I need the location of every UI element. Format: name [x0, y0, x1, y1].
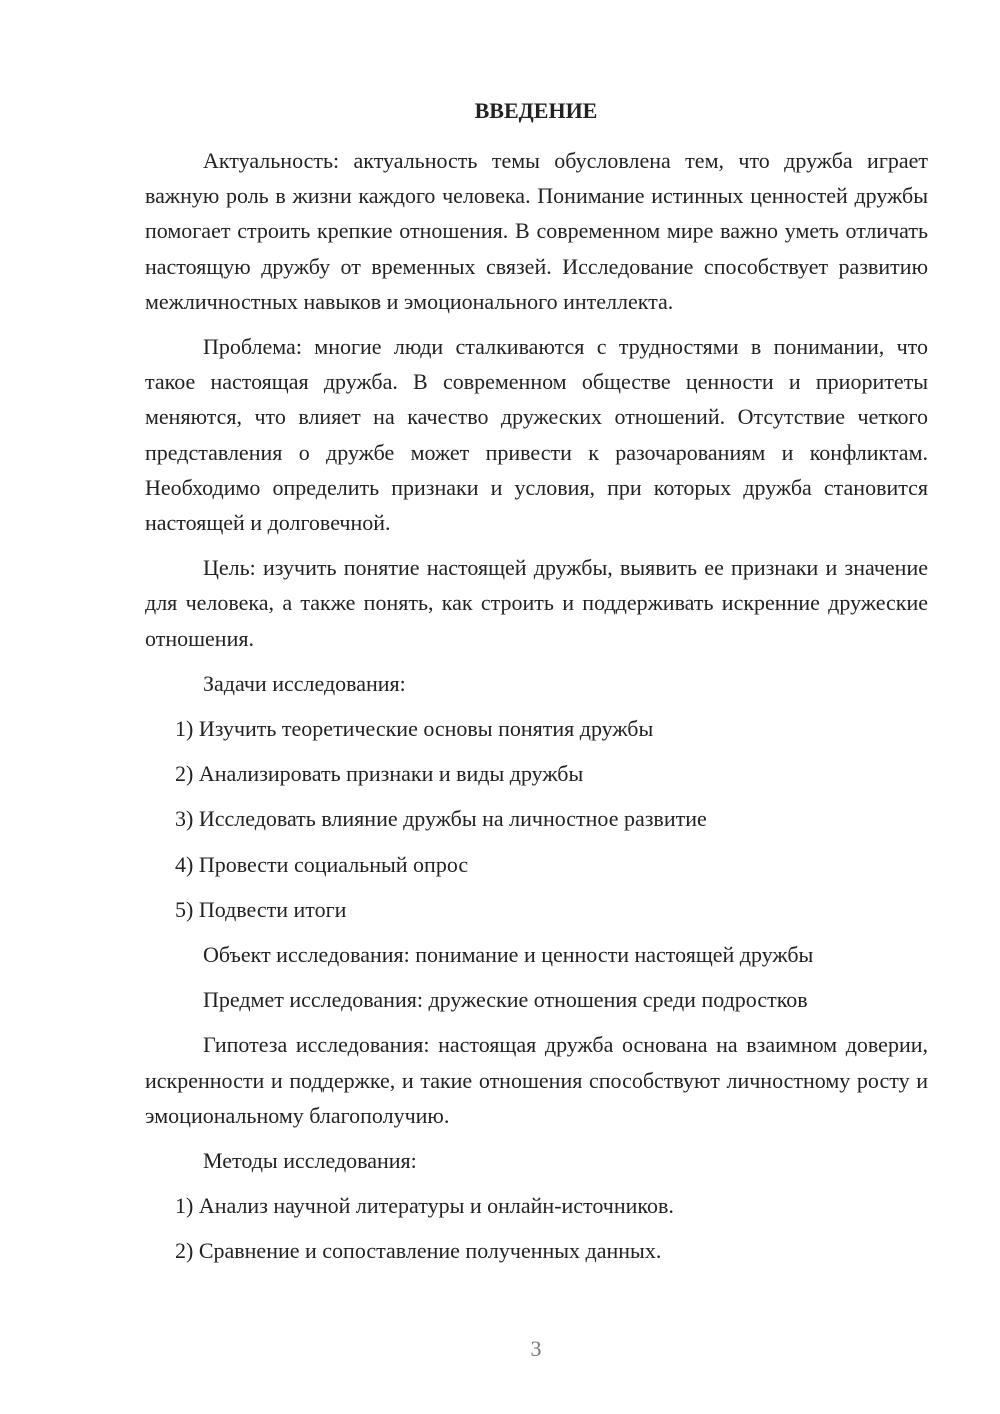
- relevance-paragraph: Актуальность: актуальность темы обусловлена тем, что дружба играет важную роль в жизни каждого человека. Понимание истинных ценностей дружбы помогает строить крепкие отношения. В современном мире важно уметь отличать настоящую дружбу от временных связей. Исследование способствует развитию межличностных навыков и эмоционального интеллекта.: [145, 148, 928, 314]
- page-number: 3: [530, 1336, 542, 1361]
- problem-paragraph: Проблема: многие люди сталкиваются с трудностями в понимании, что такое настоящая дружба. В современном обществе ценности и приоритеты меняются, что влияет на качество дружеских отношений. Отсутствие четкого представления о дружбе может привести к разочарованиям и конфликтам. Необходимо определить признаки и условия, при которых дружба становится настоящей и долговечной.: [145, 334, 928, 536]
- goal-paragraph: Цель: изучить понятие настоящей дружбы, выявить ее признаки и значение для человека, а также понять, как строить и поддерживать искренние дружеские отношения.: [145, 555, 928, 651]
- page-title: ВВЕДЕНИЕ: [474, 98, 598, 123]
- methods-list: [145, 1188, 928, 1268]
- tasks-heading: Задачи исследования:: [203, 670, 406, 696]
- list-item: 2) Сравнение и сопоставление полученных данных.: [175, 1238, 662, 1264]
- hypothesis-paragraph: Гипотеза исследования: настоящая дружба основана на взаимном доверии, искренности и поддержке, и такие отношения способствуют личностному росту и эмоциональному благополучию.: [145, 1032, 928, 1128]
- tasks-list: [145, 711, 928, 927]
- methods-heading: Методы исследования:: [203, 1148, 417, 1174]
- document-body: [145, 143, 928, 1279]
- list-item: 4) Провести социальный опрос: [175, 851, 469, 877]
- object-line: Объект исследования: понимание и ценности настоящей дружбы: [203, 942, 814, 968]
- subject-line: Предмет исследования: дружеские отношения среди подростков: [203, 987, 808, 1013]
- list-item: 1) Изучить теоретические основы понятия дружбы: [175, 716, 654, 742]
- list-item: 5) Подвести итоги: [175, 896, 347, 922]
- list-item: 1) Анализ научной литературы и онлайн-источников.: [175, 1193, 674, 1219]
- list-item: 3) Исследовать влияние дружбы на личностное развитие: [175, 806, 707, 832]
- list-item: 2) Анализировать признаки и виды дружбы: [175, 761, 584, 787]
